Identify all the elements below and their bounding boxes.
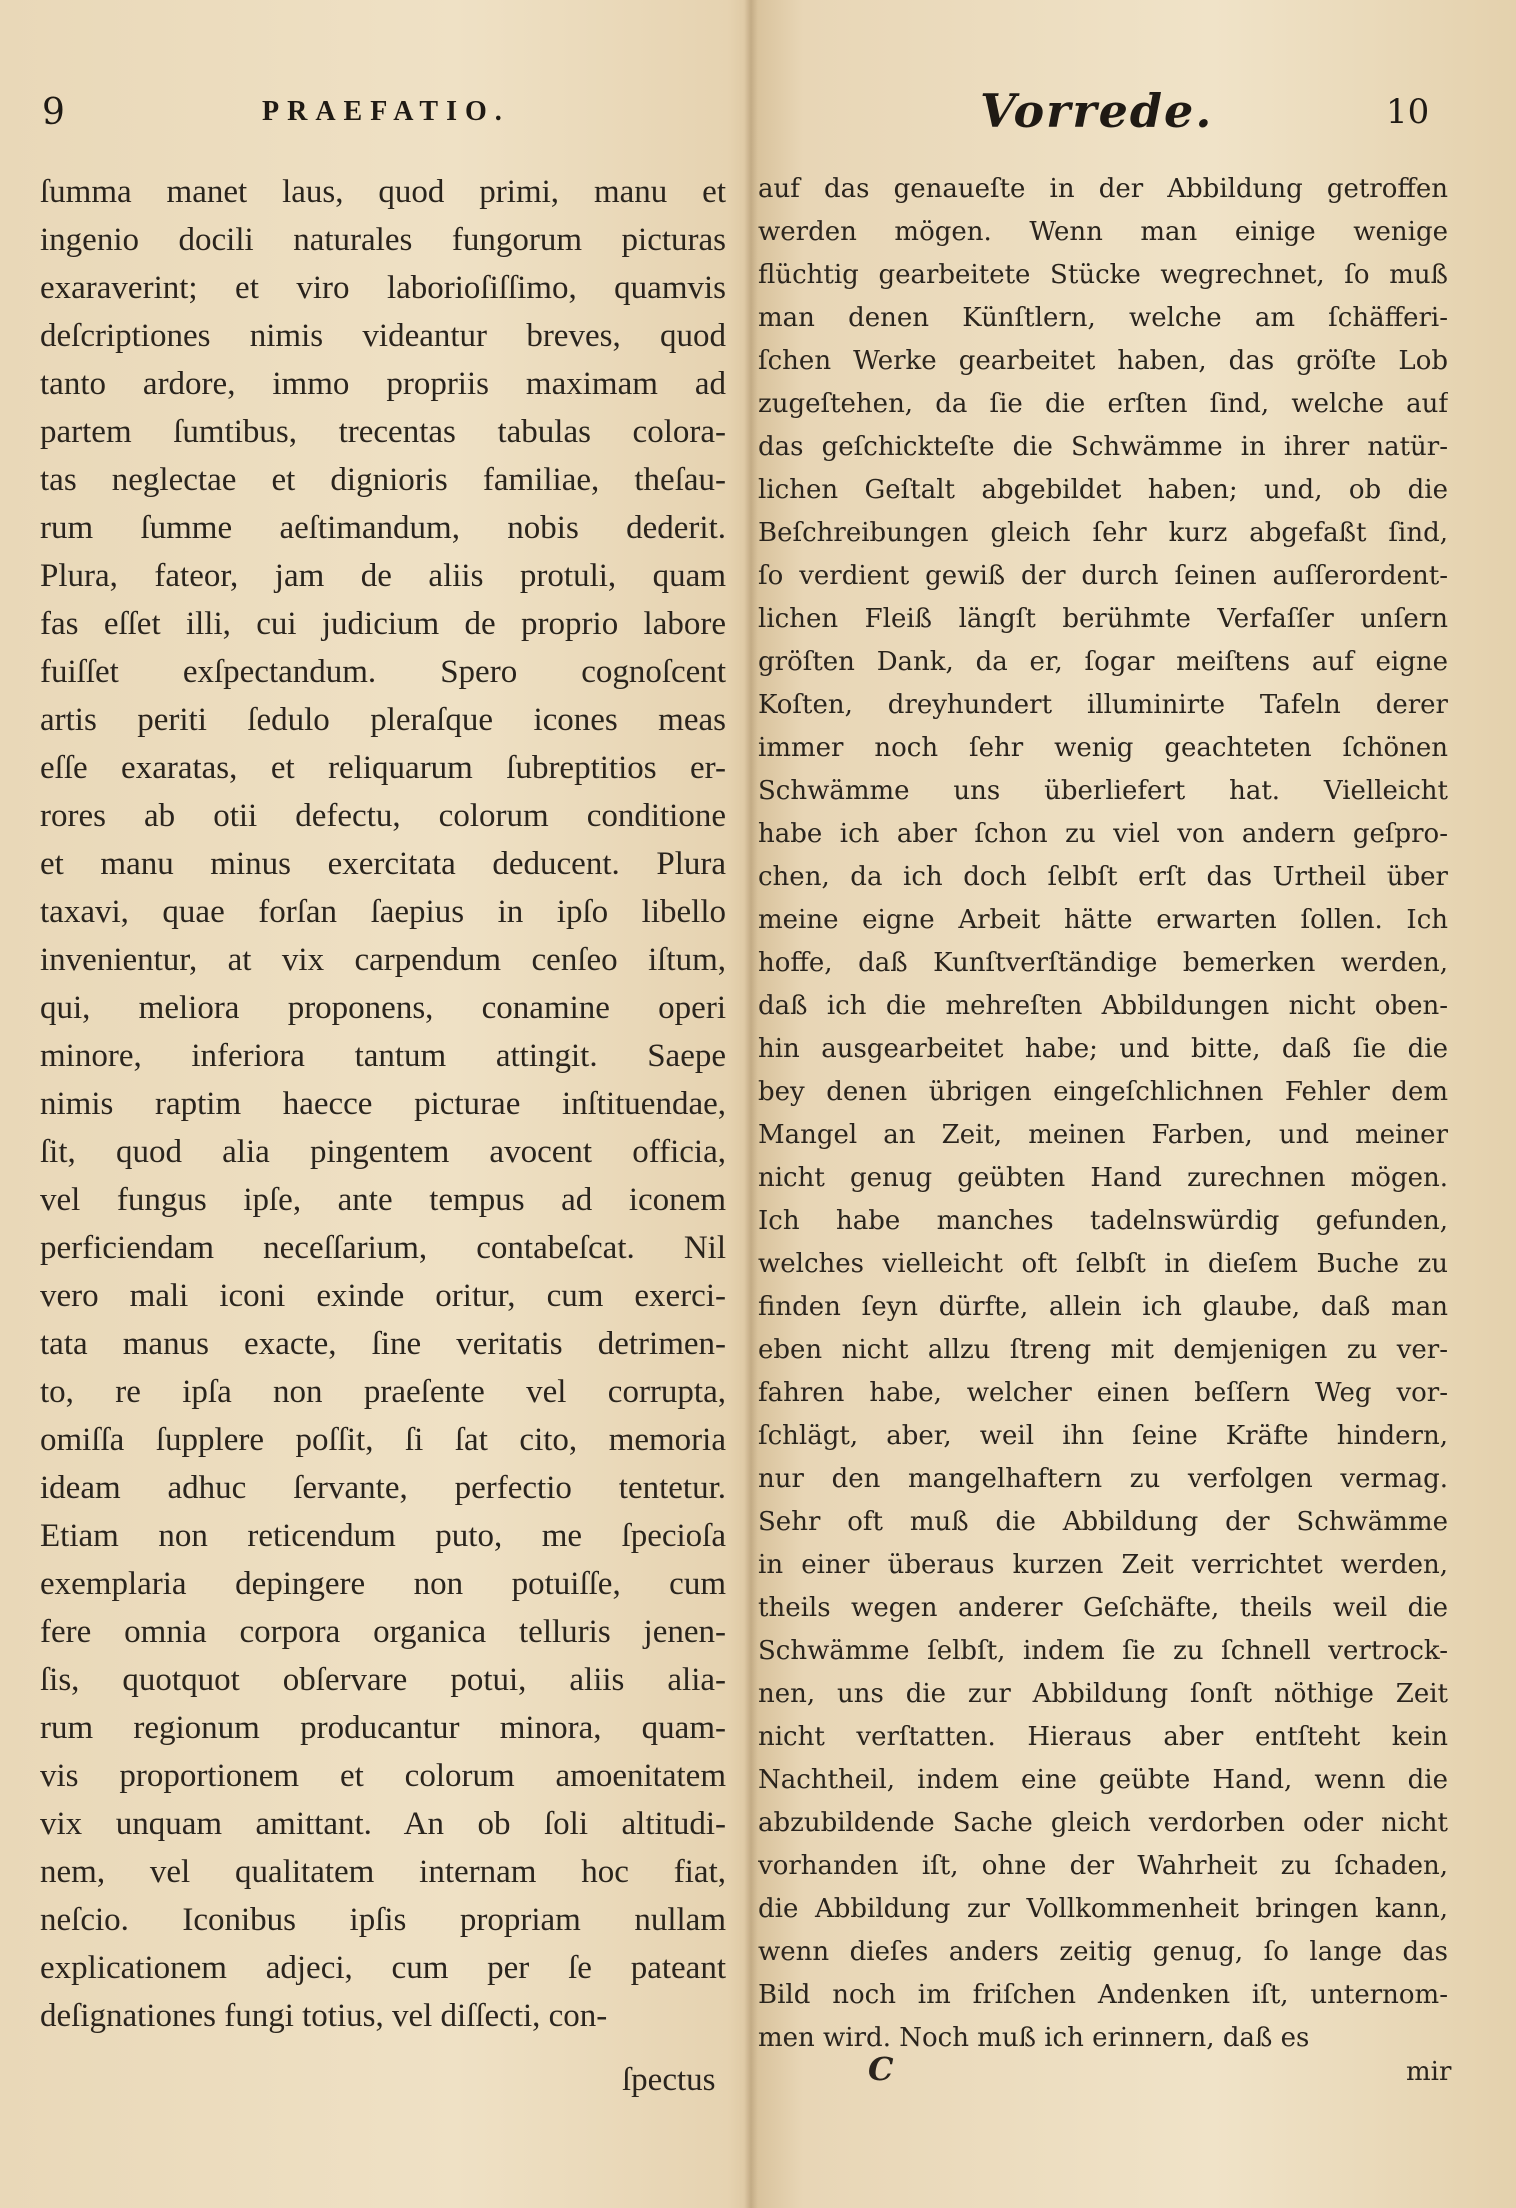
text-line: Plura, fateor, jam de aliis protuli, quam <box>40 558 726 594</box>
text-line: nicht genug geübten Hand zurechnen mögen. <box>758 1163 1448 1193</box>
text-line: Schwämme ſelbſt, indem ſie zu ſchnell vertrock- <box>758 1636 1448 1666</box>
text-line: men wird. Noch muß ich erinnern, daß es <box>758 2023 1310 2053</box>
text-line: ſit, quod alia pingentem avocent officia, <box>40 1134 726 1170</box>
text-line: tata manus exacte, ſine veritatis detrimen- <box>40 1326 726 1362</box>
text-line: abzubildende Sache gleich verdorben oder nicht <box>758 1808 1448 1838</box>
text-line: fas eſſet illi, cui judicium de proprio labore <box>40 606 726 642</box>
running-head: Vorrede. <box>980 84 1214 138</box>
text-line: vel fungus ipſe, ante tempus ad iconem <box>40 1182 726 1218</box>
text-line: rum ſumme aeſtimandum, nobis dederit. <box>40 510 726 546</box>
text-line: hin ausgearbeitet habe; und bitte, daß ſie die <box>758 1034 1448 1064</box>
text-line: Mangel an Zeit, meinen Farben, und meiner <box>758 1120 1448 1150</box>
text-line: tanto ardore, immo propriis maximam ad <box>40 366 726 402</box>
text-line: bey denen übrigen eingeſchlichnen Fehler dem <box>758 1077 1448 1107</box>
text-line: daß ich die mehreſten Abbildungen nicht oben- <box>758 991 1448 1021</box>
text-line: to, re ipſa non praeſente vel corrupta, <box>40 1374 726 1410</box>
text-line: ideam adhuc ſervante, perfectio tentetur. <box>40 1470 726 1506</box>
text-line: auf das genaueſte in der Abbildung getroffen <box>758 174 1448 204</box>
text-line: zugeſtehen, da ſie die erſten ſind, welche auf <box>758 389 1448 419</box>
text-line: artis periti ſedulo pleraſque icones meas <box>40 702 726 738</box>
text-line: ſis, quotquot obſervare potui, aliis alia- <box>40 1662 726 1698</box>
text-line: Etiam non reticendum puto, me ſpecioſa <box>40 1518 726 1554</box>
page-number: 9 <box>42 92 65 133</box>
text-line: fuiſſet exſpectandum. Spero cognoſcent <box>40 654 726 690</box>
text-line: chen, da ich doch ſelbſt erſt das Urtheil über <box>758 862 1448 892</box>
text-line: Sehr oft muß die Abbildung der Schwämme <box>758 1507 1448 1537</box>
text-line: vorhanden iſt, ohne der Wahrheit zu ſchaden, <box>758 1851 1448 1881</box>
text-line: nur den mangelhaftern zu verfolgen vermag. <box>758 1464 1448 1494</box>
catchword: ſpectus <box>622 2062 716 2098</box>
text-line: qui, meliora proponens, conamine operi <box>40 990 726 1026</box>
text-line: Koſten, dreyhundert illuminirte Tafeln derer <box>758 690 1448 720</box>
text-line: nimis raptim haecce picturae inſtituendae, <box>40 1086 726 1122</box>
text-line: rum regionum producantur minora, quam- <box>40 1710 726 1746</box>
text-line: Nachtheil, indem eine geübte Hand, wenn die <box>758 1765 1448 1795</box>
text-line: habe ich aber ſchon zu viel von andern geſpro- <box>758 819 1448 849</box>
text-line: Schwämme uns überliefert hat. Vielleicht <box>758 776 1448 806</box>
text-line: welches vielleicht oft ſelbſt in dieſem Buche zu <box>758 1249 1448 1279</box>
text-line: Ich habe manches tadelnswürdig gefunden, <box>758 1206 1448 1236</box>
text-line: finden ſeyn dürfte, allein ich glaube, daß man <box>758 1292 1448 1322</box>
text-line: explicationem adjeci, cum per ſe pateant <box>40 1950 726 1986</box>
text-line: eben nicht allzu ſtreng mit demjenigen zu ver- <box>758 1335 1448 1365</box>
text-line: ſchlägt, aber, weil ihn ſeine Kräfte hindern, <box>758 1421 1448 1451</box>
running-head: PRAEFATIO. <box>262 96 510 127</box>
text-line: fere omnia corpora organica telluris jenen- <box>40 1614 726 1650</box>
text-line: nem, vel qualitatem internam hoc fiat, <box>40 1854 726 1890</box>
text-line: werden mögen. Wenn man einige wenige <box>758 217 1448 247</box>
right-page <box>758 0 1516 2208</box>
text-line: rores ab otii defectu, colorum conditione <box>40 798 726 834</box>
text-line: eſſe exaratas, et reliquarum ſubreptitios er- <box>40 750 726 786</box>
text-line: vis proportionem et colorum amoenitatem <box>40 1758 726 1794</box>
text-line: wenn dieſes anders zeitig genug, ſo lange das <box>758 1937 1448 1967</box>
book-gutter <box>744 0 758 2208</box>
text-line: hoffe, daß Kunſtverſtändige bemerken werden, <box>758 948 1448 978</box>
text-line: das geſchickteſte die Schwämme in ihrer natür- <box>758 432 1448 462</box>
text-line: Bild noch im friſchen Andenken iſt, unternom- <box>758 1980 1448 2010</box>
text-line: in einer überaus kurzen Zeit verrichtet werden, <box>758 1550 1448 1580</box>
text-line: immer noch ſehr wenig geachteten ſchönen <box>758 733 1448 763</box>
page-number: 10 <box>1386 92 1430 132</box>
text-line: nen, uns die zur Abbildung ſonſt nöthige Zeit <box>758 1679 1448 1709</box>
text-line: meine eigne Arbeit hätte erwarten ſollen. Ich <box>758 905 1448 935</box>
text-line: tas neglectae et dignioris familiae, theſau- <box>40 462 726 498</box>
text-line: exaraverint; et viro laborioſiſſimo, quamvis <box>40 270 726 306</box>
text-line: vero mali iconi exinde oritur, cum exerci- <box>40 1278 726 1314</box>
signature-mark: C <box>868 2050 894 2088</box>
text-line: deſcriptiones nimis videantur breves, quod <box>40 318 726 354</box>
latin-text-block <box>40 168 726 2040</box>
text-line: ingenio docili naturales fungorum picturas <box>40 222 726 258</box>
text-line: man denen Künſtlern, welche am ſchäfferi- <box>758 303 1448 333</box>
text-line: deſignationes fungi totius, vel diſſecti, con- <box>40 1998 608 2034</box>
text-line: fahren habe, welcher einen beſſern Weg vor- <box>758 1378 1448 1408</box>
text-line: ſo verdient gewiß der durch ſeinen auſſerordent- <box>758 561 1448 591</box>
text-line: partem ſumtibus, trecentas tabulas colora- <box>40 414 726 450</box>
german-text-block <box>758 168 1448 2060</box>
text-line: ſumma manet laus, quod primi, manu et <box>40 174 726 210</box>
text-line: omiſſa ſupplere poſſit, ſi ſat cito, memoria <box>40 1422 726 1458</box>
text-line: exemplaria depingere non potuiſſe, cum <box>40 1566 726 1602</box>
text-line: invenientur, at vix carpendum cenſeo iſtum, <box>40 942 726 978</box>
text-line: taxavi, quae forſan ſaepius in ipſo libello <box>40 894 726 930</box>
text-line: neſcio. Iconibus ipſis propriam nullam <box>40 1902 726 1938</box>
text-line: nicht verſtatten. Hieraus aber entſteht kein <box>758 1722 1448 1752</box>
text-line: lichen Geſtalt abgebildet haben; und, ob die <box>758 475 1448 505</box>
text-line: theils wegen anderer Geſchäfte, theils weil die <box>758 1593 1448 1623</box>
text-line: Beſchreibungen gleich ſehr kurz abgefaßt ſind, <box>758 518 1448 548</box>
left-page <box>0 0 744 2208</box>
text-line: lichen Fleiß längſt berühmte Verfaſſer unſern <box>758 604 1448 634</box>
text-line: perficiendam neceſſarium, contabeſcat. Nil <box>40 1230 726 1266</box>
text-line: gröſten Dank, da er, ſogar meiſtens auf eigne <box>758 647 1448 677</box>
catchword: mir <box>1406 2057 1452 2087</box>
text-line: ſchen Werke gearbeitet haben, das gröſte Lob <box>758 346 1448 376</box>
text-line: die Abbildung zur Vollkommenheit bringen kann, <box>758 1894 1448 1924</box>
text-line: flüchtig gearbeitete Stücke wegrechnet, ſo muß <box>758 260 1448 290</box>
text-line: et manu minus exercitata deducent. Plura <box>40 846 726 882</box>
text-line: minore, inferiora tantum attingit. Saepe <box>40 1038 726 1074</box>
text-line: vix unquam amittant. An ob ſoli altitudi- <box>40 1806 726 1842</box>
